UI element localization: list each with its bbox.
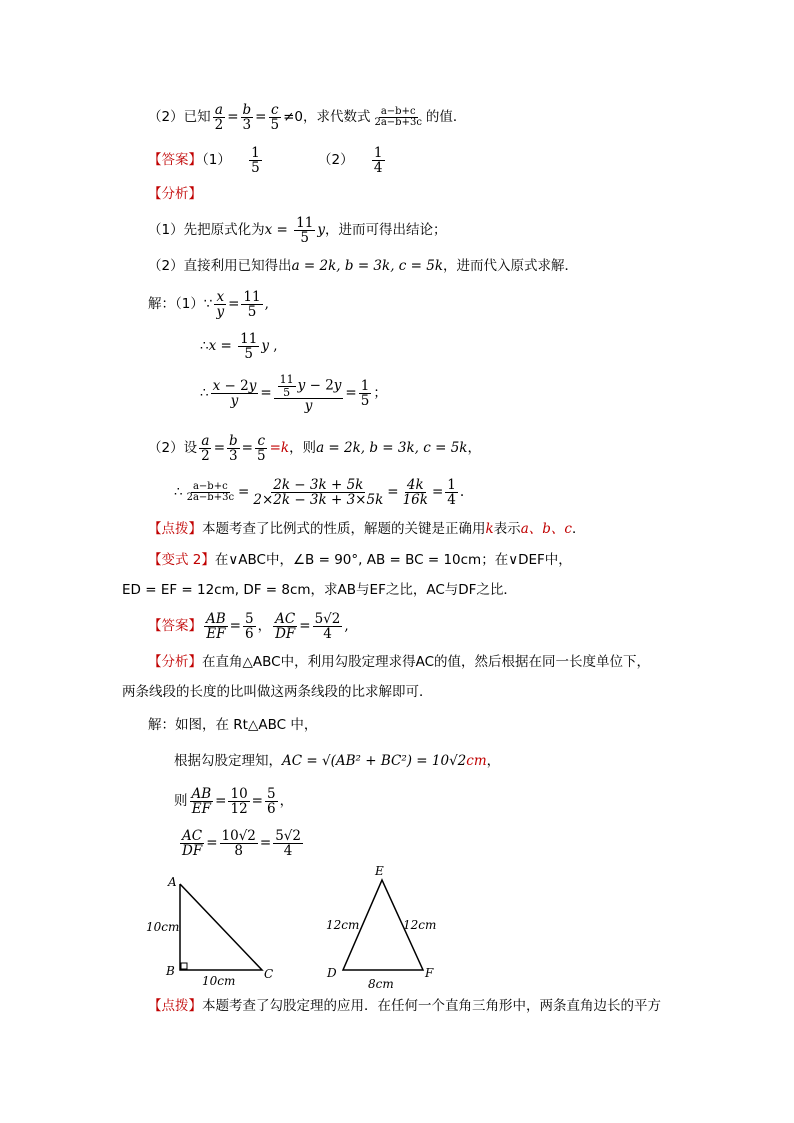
analysis-1-line-1: （1）先把原式化为x = $\frac{11}{5}$ y，进而可得出结论； (148, 215, 447, 247)
target-expression: $\frac{a-b+c}{2a-b+3c}$ (186, 480, 235, 504)
side-ab-label: 10cm (146, 920, 180, 934)
ratio-b-3: $\frac{b}{3}$ (242, 102, 252, 134)
problem-2-suffix: 的值． (425, 109, 467, 126)
side-bc-label: 10cm (202, 974, 236, 988)
vertex-b-label: B (166, 964, 175, 978)
vertex-a-label: A (168, 875, 177, 889)
ratio-a-2: $\frac{a}{2}$ (214, 102, 224, 134)
answer-1-value: $\frac{1}{5}$ (251, 145, 260, 177)
answer-2-line: 【答案】 $\frac{AB}{EF}$ = $\frac{5}{6}$ ， $\frac{AC}{DF}$ = $\frac{5√2}{4}$ , (148, 611, 349, 643)
solution-1-part-2: （2）设 $\frac{a}{2}$ = $\frac{b}{3}$ = $\frac{c}{5}$ =k，则a = 2k, b = 3k, c = 5k， (148, 433, 481, 465)
solution-2-line-1: 解：如图，在 Rt△ABC 中， (148, 717, 318, 733)
answer-part-2-label: （2） (318, 152, 354, 169)
answer-1-line (148, 146, 387, 175)
problem-2-condition: ≠0，求代数式 (283, 109, 371, 126)
fraction-11-5: $\frac{11}{5}$ (240, 331, 258, 363)
fraction-11-5: $\frac{11}{5}$ (296, 215, 314, 247)
triangle-def (326, 864, 436, 991)
triangle-abc (146, 875, 273, 988)
tip-2-line: 【点拨】本题考查了勾股定理的应用．在任何一个直角三角形中，两条直角边长的平方 (148, 998, 661, 1014)
tip-1-line: 【点拨】本题考查了比例式的性质，解题的关键是正确用k表示a、b、c． (148, 521, 586, 537)
solution-1-step-1: 解：（1）∵ $\frac{x}{y}$ = $\frac{11}{5}$ , (148, 289, 269, 321)
fraction-substituted: $\frac{11}{5}$ y − 2y y (274, 374, 344, 413)
vertex-f-label: F (425, 966, 434, 980)
fraction-1-5: $\frac{1}{5}$ (360, 377, 370, 410)
variant-2-line-1: 【变式 2】在∨ABC中，∠B = 90°, AB = BC = 10cm；在∨DEF中， (148, 552, 572, 568)
analysis-1-tag: 【分析】 (148, 186, 202, 202)
solution-2-ratio-1: 则 $\frac{AB}{EF}$ = $\frac{10}{12}$ = $\frac{5}{6}$ ， (174, 786, 294, 818)
side-de-label: 12cm (326, 918, 360, 932)
vertex-c-label: C (264, 967, 274, 981)
solution-2-ratio-2: $\frac{AC}{DF}$ = $\frac{10√2}{8}$ = $\frac{5√2}{4}$ (182, 828, 301, 860)
solution-1-substitution: ∴ $\frac{a-b+c}{2a-b+3c}$ = $\frac{2k - 3k + 5k}{2\times 2k - 3k + 3\times 5k}$ = $\frac{4k}{16k}$ = $\frac{1}{4}$ . (174, 477, 465, 509)
fraction-x-y: $\frac{x}{y}$ (216, 289, 225, 321)
ratio-c-5: $\frac{c}{5}$ (270, 102, 280, 134)
analysis-1-line-2: （2）直接利用已知得出a = 2k, b = 3k, c = 5k，进而代入原式求解． (148, 258, 579, 274)
variant-2-line-2: ED = EF = 12cm, DF = 8cm，求AB与EF之比，AC与DF之比． (122, 582, 517, 598)
problem-2-line: （2）已知 $\frac{a}{2}$ = $\frac{b}{3}$ = $\frac{c}{5}$ ≠0，求代数式 $\frac{a-b+c}{2a-b+3c}$ 的值． (148, 102, 467, 134)
analysis-2-line-2: 两条线段的长度的比叫做这两条线段的比求解即可． (122, 684, 433, 700)
vertex-e-label: E (375, 864, 384, 878)
vertex-d-label: D (327, 966, 337, 980)
problem-2-prefix: （2）已知 (148, 109, 211, 126)
fraction-x-2y-over-y: $\frac{x - 2y}{y}$ (212, 377, 257, 410)
side-ef-label: 12cm (403, 918, 437, 932)
target-expression: $\frac{a-b+c}{2a-b+3c}$ (374, 105, 422, 129)
solution-1-step-3: ∴ $\frac{x - 2y}{y}$ = $\frac{11}{5}$ y − 2y y = $\frac{1}{5}$ ； (200, 373, 387, 415)
solution-1-step-2: ∴x = $\frac{11}{5}$ y , (200, 331, 278, 363)
answer-2-value: $\frac{1}{4}$ (373, 145, 383, 177)
answer-tag: 【答案】 (148, 152, 202, 169)
fraction-11-5: $\frac{11}{5}$ (243, 289, 261, 321)
solution-2-line-2: 根据勾股定理知，AC = √(AB² + BC²) = 10√2cm， (174, 753, 501, 769)
answer-part-1-label: （1） (202, 152, 231, 169)
analysis-2-line-1: 【分析】在直角△ABC中，利用勾股定理求得AC的值，然后根据在同一长度单位下， (148, 654, 650, 670)
side-df-label: 8cm (368, 977, 394, 991)
